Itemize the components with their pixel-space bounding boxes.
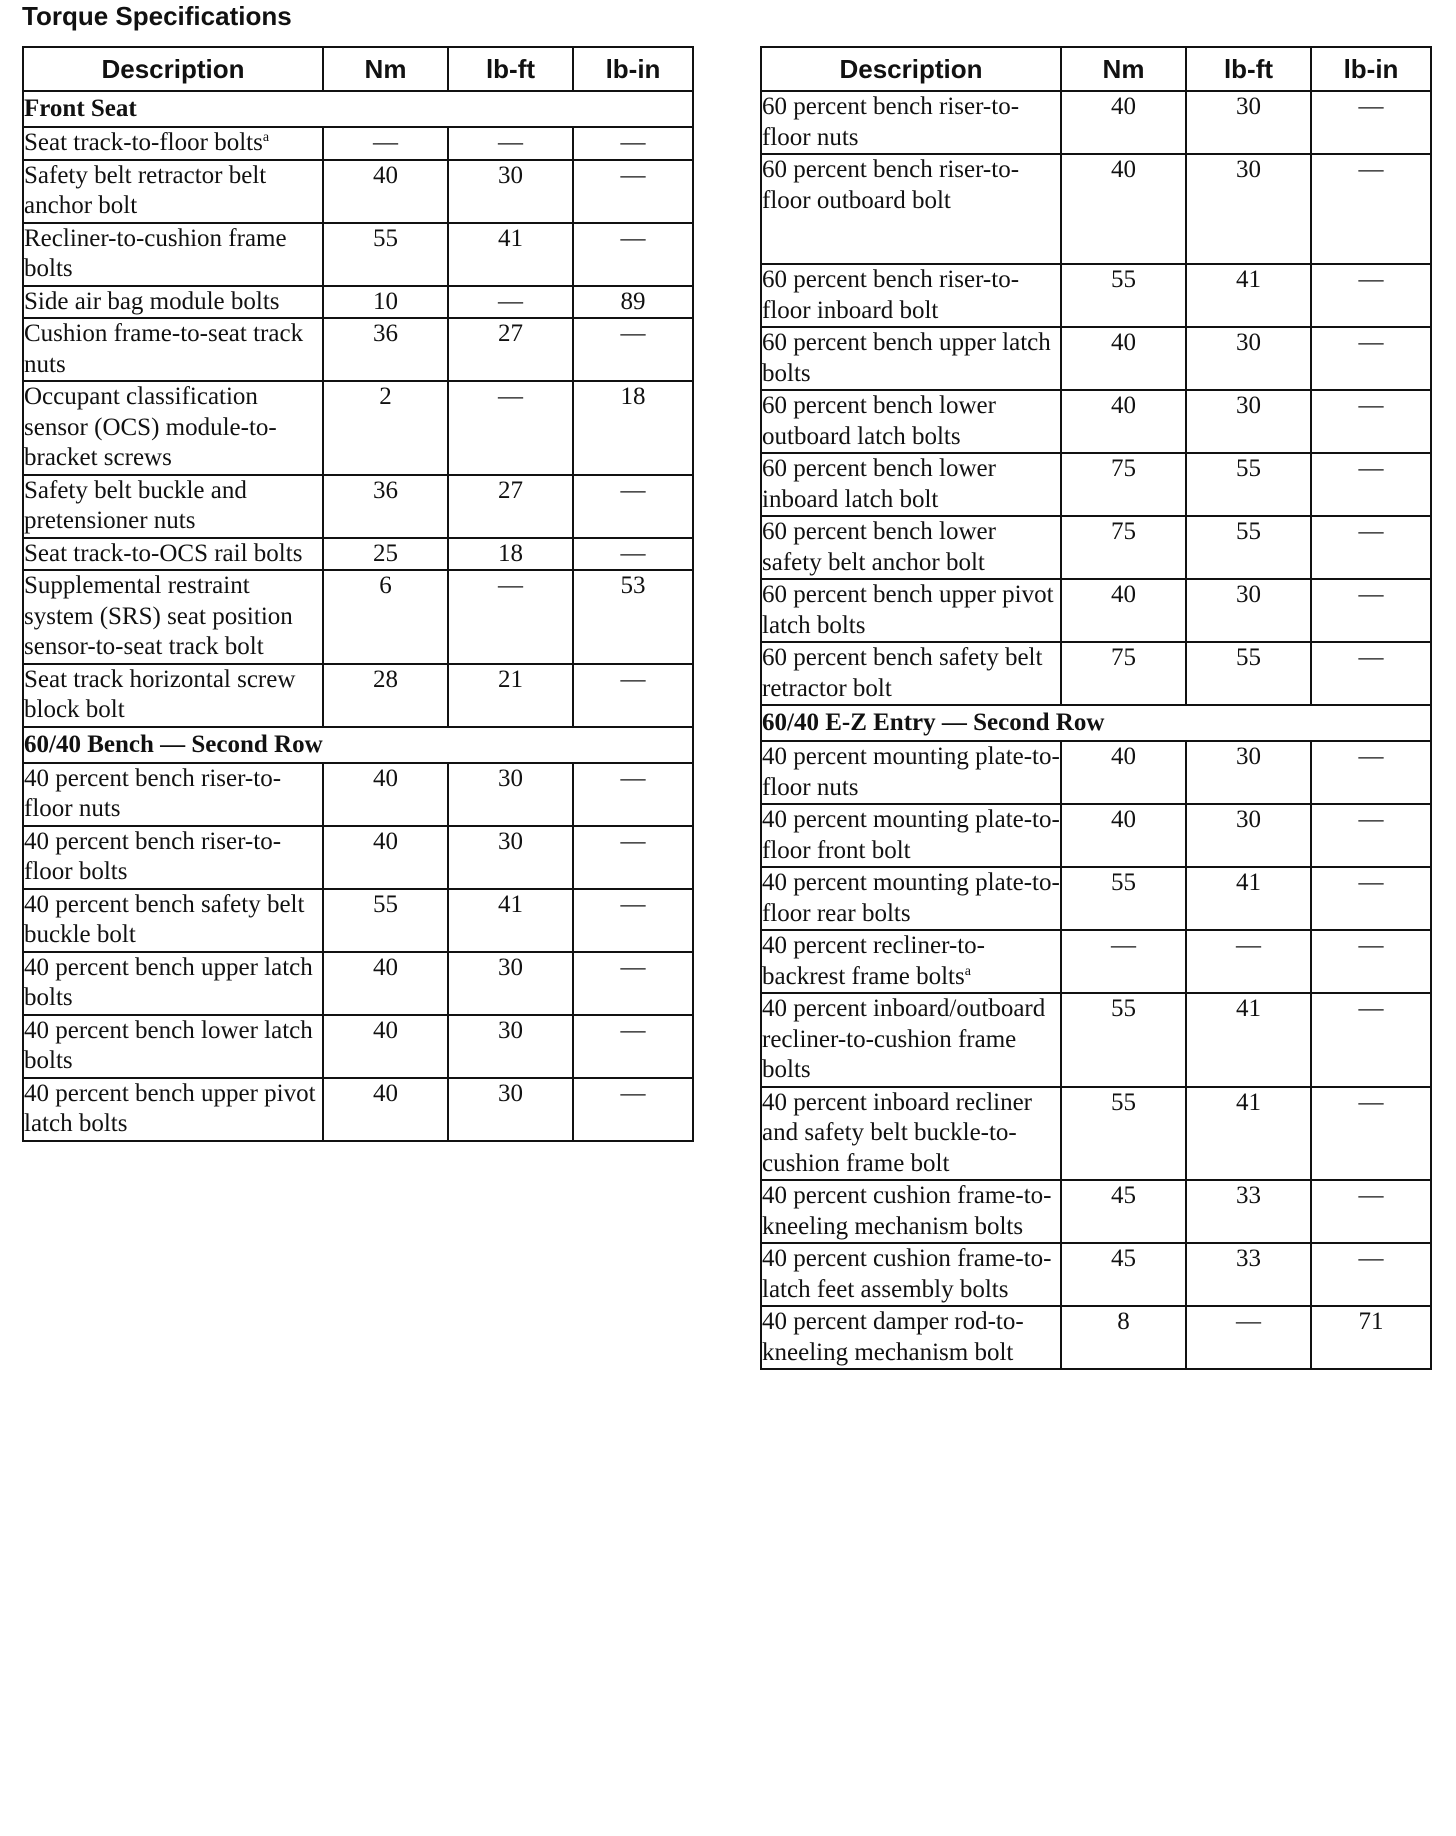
lb-in-cell: — bbox=[573, 1078, 693, 1141]
description-text: Occupant classification sensor (OCS) module-to-bracket screws bbox=[24, 383, 277, 471]
footnote-marker: a bbox=[964, 963, 971, 979]
lb-in-cell: — bbox=[1311, 804, 1431, 867]
nm-cell: 55 bbox=[1061, 264, 1186, 327]
nm-cell: 55 bbox=[1061, 1087, 1186, 1181]
nm-cell: 40 bbox=[323, 763, 448, 826]
lb-in-cell: — bbox=[1311, 453, 1431, 516]
table-row bbox=[23, 826, 693, 889]
table-row bbox=[23, 952, 693, 1015]
column-header-description: Description bbox=[23, 47, 323, 91]
lb-in-cell: — bbox=[573, 223, 693, 286]
nm-cell: 55 bbox=[1061, 867, 1186, 930]
footnote-marker: a bbox=[262, 130, 270, 145]
description-text: 60 percent bench safety belt retractor bolt bbox=[762, 644, 1043, 702]
description-text: 40 percent bench upper latch bolts bbox=[24, 953, 313, 1011]
nm-cell: 55 bbox=[323, 889, 448, 952]
lb-ft-cell: 41 bbox=[1186, 993, 1311, 1087]
description-text: 60 percent bench upper pivot latch bolts bbox=[762, 581, 1054, 639]
lb-ft-cell: 27 bbox=[448, 318, 573, 381]
table-row bbox=[761, 930, 1431, 993]
lb-ft-cell: — bbox=[1186, 1306, 1311, 1369]
description-text: 60 percent bench lower outboard latch bolts bbox=[762, 392, 996, 450]
description-cell bbox=[23, 381, 323, 475]
lb-in-cell: — bbox=[573, 160, 693, 223]
lb-in-cell: — bbox=[1311, 390, 1431, 453]
lb-in-cell: — bbox=[1311, 264, 1431, 327]
table-row bbox=[23, 1015, 693, 1078]
description-cell bbox=[761, 867, 1061, 930]
description-text: Cushion frame-to-seat track nuts bbox=[24, 320, 304, 378]
nm-cell: 40 bbox=[323, 826, 448, 889]
lb-ft-cell: 30 bbox=[448, 1015, 573, 1078]
description-cell bbox=[761, 516, 1061, 579]
description-cell bbox=[23, 826, 323, 889]
description-text: 40 percent mounting plate-to-floor front bolt bbox=[762, 806, 1060, 864]
description-text: 40 percent bench riser-to-floor nuts bbox=[24, 764, 282, 822]
table-row bbox=[761, 642, 1431, 705]
nm-cell: 40 bbox=[1061, 741, 1186, 804]
lb-ft-cell: 41 bbox=[448, 889, 573, 952]
nm-cell: 40 bbox=[1061, 390, 1186, 453]
description-text: Seat track horizontal screw block bolt bbox=[24, 665, 296, 723]
table-row bbox=[23, 889, 693, 952]
lb-ft-cell: 55 bbox=[1186, 642, 1311, 705]
table-row bbox=[761, 1087, 1431, 1181]
lb-in-cell: — bbox=[1311, 327, 1431, 390]
description-text: 60 percent bench lower inboard latch bolt bbox=[762, 455, 996, 513]
lb-ft-cell: 30 bbox=[448, 160, 573, 223]
description-cell bbox=[23, 286, 323, 319]
description-cell bbox=[23, 889, 323, 952]
nm-cell: 45 bbox=[1061, 1243, 1186, 1306]
description-text: 40 percent bench safety belt buckle bolt bbox=[24, 890, 305, 948]
description-text: 60 percent bench riser-to-floor inboard bolt bbox=[762, 266, 1020, 324]
description-cell bbox=[761, 1180, 1061, 1243]
description-cell bbox=[761, 327, 1061, 390]
column-header-description: Description bbox=[761, 47, 1061, 91]
description-cell bbox=[23, 952, 323, 1015]
nm-cell: 36 bbox=[323, 318, 448, 381]
table-row bbox=[23, 1078, 693, 1141]
description-text: Recliner-to-cushion frame bolts bbox=[24, 224, 287, 282]
column-header-lb-ft: lb-ft bbox=[1186, 47, 1311, 91]
lb-in-cell: 89 bbox=[573, 286, 693, 319]
description-cell bbox=[761, 642, 1061, 705]
table-row bbox=[761, 154, 1431, 264]
table-row bbox=[23, 318, 693, 381]
description-cell bbox=[761, 390, 1061, 453]
lb-ft-cell: 33 bbox=[1186, 1243, 1311, 1306]
lb-in-cell: — bbox=[1311, 154, 1431, 264]
nm-cell: 40 bbox=[323, 1015, 448, 1078]
section-title: 60/40 Bench — Second Row bbox=[23, 727, 693, 763]
lb-ft-cell: — bbox=[448, 570, 573, 664]
table-row bbox=[761, 1243, 1431, 1306]
description-text: 40 percent mounting plate-to-floor rear bolts bbox=[762, 869, 1060, 927]
section-title: Front Seat bbox=[23, 91, 693, 127]
lb-ft-cell: 30 bbox=[1186, 91, 1311, 154]
table-row bbox=[23, 286, 693, 319]
lb-in-cell: 18 bbox=[573, 381, 693, 475]
lb-ft-cell: 30 bbox=[1186, 390, 1311, 453]
lb-in-cell: — bbox=[1311, 516, 1431, 579]
lb-in-cell: — bbox=[573, 664, 693, 727]
nm-cell: 40 bbox=[1061, 154, 1186, 264]
section-row bbox=[23, 91, 693, 127]
table-row bbox=[761, 741, 1431, 804]
nm-cell: 10 bbox=[323, 286, 448, 319]
column-header-lb-in: lb-in bbox=[1311, 47, 1431, 91]
description-cell bbox=[23, 318, 323, 381]
nm-cell: 40 bbox=[1061, 579, 1186, 642]
lb-ft-cell: 27 bbox=[448, 475, 573, 538]
lb-in-cell: — bbox=[1311, 1243, 1431, 1306]
torque-table-right bbox=[760, 46, 1432, 1370]
description-cell bbox=[23, 570, 323, 664]
lb-ft-cell: 41 bbox=[448, 223, 573, 286]
description-cell bbox=[761, 804, 1061, 867]
lb-in-cell: — bbox=[573, 538, 693, 571]
nm-cell: 28 bbox=[323, 664, 448, 727]
table-row bbox=[761, 453, 1431, 516]
nm-cell: 40 bbox=[1061, 804, 1186, 867]
lb-in-cell: 71 bbox=[1311, 1306, 1431, 1369]
description-text: Safety belt buckle and pretensioner nuts bbox=[24, 476, 247, 534]
lb-ft-cell: 30 bbox=[1186, 579, 1311, 642]
description-text: 60 percent bench upper latch bolts bbox=[762, 329, 1051, 387]
description-text: 60 percent bench lower safety belt anchor bolt bbox=[762, 518, 996, 576]
nm-cell: 75 bbox=[1061, 453, 1186, 516]
nm-cell: 55 bbox=[1061, 993, 1186, 1087]
lb-in-cell: — bbox=[573, 475, 693, 538]
header-row bbox=[23, 47, 693, 91]
table-row bbox=[761, 993, 1431, 1087]
description-cell bbox=[23, 1015, 323, 1078]
description-text: 40 percent cushion frame-to-kneeling mechanism bolts bbox=[762, 1182, 1052, 1240]
lb-in-cell: — bbox=[1311, 91, 1431, 154]
table-row bbox=[23, 223, 693, 286]
description-text: 40 percent cushion frame-to-latch feet assembly bolts bbox=[762, 1245, 1052, 1303]
nm-cell: 40 bbox=[323, 160, 448, 223]
nm-cell: 36 bbox=[323, 475, 448, 538]
description-text: Seat track-to-OCS rail bolts bbox=[24, 539, 303, 567]
torque-table-left bbox=[22, 46, 694, 1142]
lb-ft-cell: 30 bbox=[448, 826, 573, 889]
lb-in-cell: — bbox=[573, 318, 693, 381]
lb-in-cell: — bbox=[573, 1015, 693, 1078]
lb-ft-cell: 30 bbox=[448, 763, 573, 826]
description-cell bbox=[23, 763, 323, 826]
lb-ft-cell: 41 bbox=[1186, 1087, 1311, 1181]
lb-in-cell: — bbox=[573, 952, 693, 1015]
lb-ft-cell: 30 bbox=[1186, 804, 1311, 867]
lb-ft-cell: 55 bbox=[1186, 453, 1311, 516]
lb-in-cell: — bbox=[573, 763, 693, 826]
lb-in-cell: 53 bbox=[573, 570, 693, 664]
description-text: Supplemental restraint system (SRS) seat position sensor-to-seat track bolt bbox=[24, 572, 293, 660]
lb-in-cell: — bbox=[1311, 741, 1431, 804]
nm-cell: 75 bbox=[1061, 516, 1186, 579]
table-row bbox=[23, 381, 693, 475]
table-row bbox=[761, 327, 1431, 390]
description-text: 60 percent bench riser-to-floor nuts bbox=[762, 93, 1020, 151]
lb-ft-cell: — bbox=[1186, 930, 1311, 993]
lb-ft-cell: 21 bbox=[448, 664, 573, 727]
lb-ft-cell: 30 bbox=[1186, 741, 1311, 804]
table-row bbox=[23, 127, 693, 160]
description-cell bbox=[761, 1243, 1061, 1306]
description-cell bbox=[761, 993, 1061, 1087]
lb-ft-cell: 55 bbox=[1186, 516, 1311, 579]
table-row bbox=[761, 867, 1431, 930]
nm-cell: 6 bbox=[323, 570, 448, 664]
table-row bbox=[761, 91, 1431, 154]
description-cell bbox=[23, 1078, 323, 1141]
table-row bbox=[23, 570, 693, 664]
description-text: 40 percent damper rod-to-kneeling mechanism bolt bbox=[762, 1308, 1024, 1366]
description-text: 60 percent bench riser-to-floor outboard bolt bbox=[762, 156, 1020, 214]
description-text: 40 percent inboard/outboard recliner-to-cushion frame bolts bbox=[762, 995, 1046, 1083]
table-row bbox=[761, 579, 1431, 642]
nm-cell: — bbox=[323, 127, 448, 160]
lb-ft-cell: 41 bbox=[1186, 867, 1311, 930]
section-row bbox=[761, 705, 1431, 741]
description-text: Seat track-to-floor bolts bbox=[24, 129, 263, 156]
lb-ft-cell: 18 bbox=[448, 538, 573, 571]
table-row bbox=[761, 264, 1431, 327]
column-header-nm: Nm bbox=[323, 47, 448, 91]
lb-ft-cell: 30 bbox=[1186, 154, 1311, 264]
nm-cell: — bbox=[1061, 930, 1186, 993]
description-cell bbox=[761, 1087, 1061, 1181]
header-row bbox=[761, 47, 1431, 91]
lb-in-cell: — bbox=[1311, 1087, 1431, 1181]
nm-cell: 2 bbox=[323, 381, 448, 475]
lb-in-cell: — bbox=[573, 889, 693, 952]
lb-ft-cell: — bbox=[448, 127, 573, 160]
lb-in-cell: — bbox=[573, 826, 693, 889]
nm-cell: 40 bbox=[323, 1078, 448, 1141]
nm-cell: 25 bbox=[323, 538, 448, 571]
table-row bbox=[761, 390, 1431, 453]
lb-in-cell: — bbox=[1311, 930, 1431, 993]
description-text: 40 percent bench lower latch bolts bbox=[24, 1016, 313, 1074]
table-row bbox=[761, 1180, 1431, 1243]
description-cell bbox=[761, 91, 1061, 154]
table-row bbox=[23, 763, 693, 826]
lb-in-cell: — bbox=[1311, 579, 1431, 642]
table-row bbox=[23, 160, 693, 223]
nm-cell: 40 bbox=[1061, 91, 1186, 154]
description-text: Safety belt retractor belt anchor bolt bbox=[24, 161, 267, 219]
lb-ft-cell: 30 bbox=[448, 1078, 573, 1141]
lb-ft-cell: 41 bbox=[1186, 264, 1311, 327]
description-text: 40 percent bench upper pivot latch bolts bbox=[24, 1079, 316, 1137]
description-cell bbox=[761, 154, 1061, 264]
description-cell bbox=[761, 1306, 1061, 1369]
column-header-lb-ft: lb-ft bbox=[448, 47, 573, 91]
lb-ft-cell: 30 bbox=[448, 952, 573, 1015]
description-cell bbox=[761, 453, 1061, 516]
description-cell bbox=[23, 127, 323, 160]
column-header-lb-in: lb-in bbox=[573, 47, 693, 91]
lb-in-cell: — bbox=[573, 127, 693, 160]
description-cell bbox=[761, 741, 1061, 804]
nm-cell: 45 bbox=[1061, 1180, 1186, 1243]
nm-cell: 8 bbox=[1061, 1306, 1186, 1369]
table-row bbox=[761, 804, 1431, 867]
description-cell bbox=[761, 264, 1061, 327]
table-row bbox=[23, 538, 693, 571]
description-text: 40 percent recliner-to-backrest frame bolts bbox=[762, 932, 985, 990]
description-cell bbox=[23, 538, 323, 571]
description-text: 40 percent mounting plate-to-floor nuts bbox=[762, 743, 1060, 801]
page-title: Torque Specifications bbox=[22, 1, 292, 31]
nm-cell: 75 bbox=[1061, 642, 1186, 705]
nm-cell: 40 bbox=[323, 952, 448, 1015]
table-row bbox=[761, 1306, 1431, 1369]
description-cell bbox=[761, 930, 1061, 993]
nm-cell: 40 bbox=[1061, 327, 1186, 390]
description-text: 40 percent inboard recliner and safety belt buckle-to-cushion frame bolt bbox=[762, 1088, 1033, 1177]
description-text: 40 percent bench riser-to-floor bolts bbox=[24, 827, 282, 885]
description-cell bbox=[23, 475, 323, 538]
description-cell bbox=[23, 160, 323, 223]
description-cell bbox=[23, 223, 323, 286]
lb-ft-cell: 33 bbox=[1186, 1180, 1311, 1243]
table-row bbox=[23, 475, 693, 538]
lb-ft-cell: — bbox=[448, 381, 573, 475]
section-title: 60/40 E-Z Entry — Second Row bbox=[761, 705, 1431, 741]
lb-ft-cell: — bbox=[448, 286, 573, 319]
description-text: Side air bag module bolts bbox=[24, 287, 280, 315]
table-row bbox=[761, 516, 1431, 579]
section-row bbox=[23, 727, 693, 763]
column-header-nm: Nm bbox=[1061, 47, 1186, 91]
lb-in-cell: — bbox=[1311, 1180, 1431, 1243]
description-cell bbox=[761, 579, 1061, 642]
lb-in-cell: — bbox=[1311, 993, 1431, 1087]
lb-in-cell: — bbox=[1311, 642, 1431, 705]
table-row bbox=[23, 664, 693, 727]
description-cell bbox=[23, 664, 323, 727]
lb-ft-cell: 30 bbox=[1186, 327, 1311, 390]
nm-cell: 55 bbox=[323, 223, 448, 286]
lb-in-cell: — bbox=[1311, 867, 1431, 930]
